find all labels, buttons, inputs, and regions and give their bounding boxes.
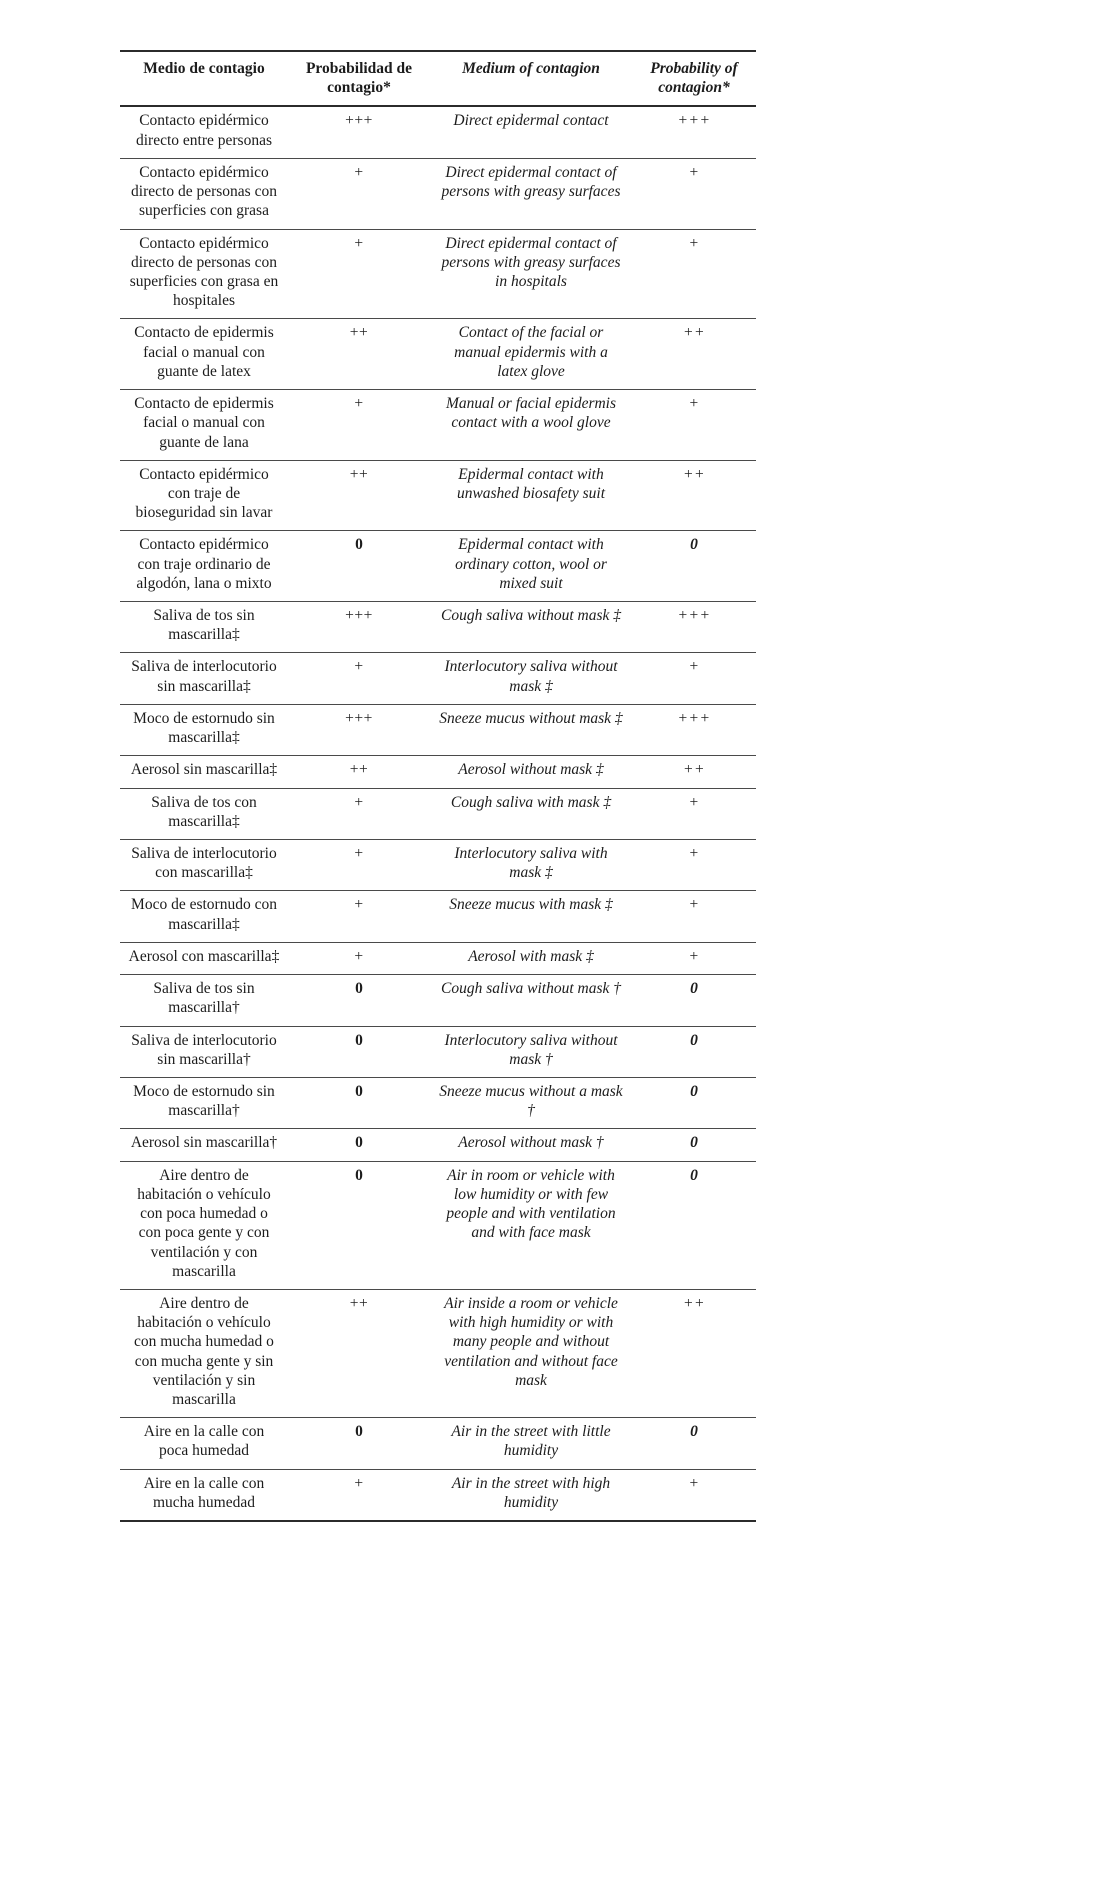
cell-probability-es: + bbox=[354, 947, 364, 965]
cell-probability-es: + bbox=[354, 395, 364, 413]
cell-medium-es: Aire dentro de habitación o vehículo con mucha humedad o con mucha gente y sin ventilación y sin mascarilla bbox=[134, 1294, 274, 1409]
cell-probability-en: 0 bbox=[690, 1031, 698, 1049]
table-row bbox=[120, 840, 756, 891]
cell-medium-es: Contacto epidérmico con traje de bioseguridad sin lavar bbox=[135, 465, 273, 522]
table-row bbox=[120, 942, 756, 974]
cell-probability-en: + bbox=[688, 1474, 700, 1492]
table-row bbox=[120, 1026, 756, 1077]
cell-probability-es: 0 bbox=[355, 1166, 363, 1184]
cell-probability-en: + bbox=[688, 234, 700, 252]
cell-probability-en: 0 bbox=[690, 1423, 698, 1441]
contagion-table bbox=[120, 50, 756, 1522]
cell-medium-es: Aire dentro de habitación o vehículo con poca humedad o con poca gente y con ventilación y con mascarilla bbox=[137, 1166, 271, 1280]
cell-medium-en: Sneeze mucus with mask ‡ bbox=[449, 896, 613, 914]
cell-medium-es: Saliva de interlocutorio sin mascarilla‡ bbox=[131, 658, 277, 695]
cell-medium-en: Sneeze mucus without a mask † bbox=[439, 1082, 623, 1120]
cell-probability-en: + bbox=[688, 658, 700, 676]
table-header bbox=[120, 51, 756, 106]
cell-medium-en: Interlocutory saliva with mask ‡ bbox=[454, 845, 608, 882]
table-row bbox=[120, 531, 756, 602]
table-row bbox=[120, 1469, 756, 1521]
header-row bbox=[120, 51, 756, 106]
cell-medium-es: Saliva de tos con mascarilla‡ bbox=[151, 793, 257, 830]
cell-medium-en: Direct epidermal contact of persons with greasy surfaces in hospitals bbox=[441, 234, 621, 290]
cell-medium-es: Contacto de epidermis facial o manual con guante de latex bbox=[134, 324, 274, 380]
cell-probability-es: ++ bbox=[349, 324, 369, 342]
table-body bbox=[120, 106, 756, 1521]
cell-medium-en: Cough saliva without mask ‡ bbox=[441, 607, 621, 625]
header-medium-en: Medium of contagion bbox=[462, 60, 600, 77]
table-row bbox=[120, 602, 756, 653]
cell-probability-es: +++ bbox=[345, 112, 373, 130]
table-row bbox=[120, 1077, 756, 1128]
table-row bbox=[120, 891, 756, 942]
cell-probability-es: +++ bbox=[345, 607, 373, 625]
table-row bbox=[120, 788, 756, 839]
cell-medium-en: Aerosol without mask ‡ bbox=[458, 761, 604, 779]
cell-medium-en: Epidermal contact with ordinary cotton, wool or mixed suit bbox=[455, 536, 607, 592]
table-row bbox=[120, 229, 756, 319]
cell-medium-en: Direct epidermal contact bbox=[453, 112, 609, 130]
cell-probability-es: + bbox=[354, 658, 364, 676]
cell-probability-en: 0 bbox=[690, 1166, 698, 1184]
header-probability-es: Probabilidad de contagio* bbox=[305, 60, 413, 97]
cell-probability-en: + bbox=[688, 896, 700, 914]
table-row bbox=[120, 1289, 756, 1417]
cell-probability-en: ++ bbox=[683, 465, 705, 483]
cell-medium-es: Aire en la calle con poca humedad bbox=[143, 1423, 265, 1460]
table-row bbox=[120, 390, 756, 461]
cell-probability-es: ++ bbox=[349, 465, 369, 483]
header-probability-en: Probability of contagion* bbox=[650, 60, 738, 97]
cell-probability-es: ++ bbox=[349, 761, 369, 779]
cell-medium-en: Direct epidermal contact of persons with greasy surfaces bbox=[441, 163, 621, 201]
cell-probability-en: + bbox=[688, 793, 700, 811]
cell-probability-es: +++ bbox=[345, 709, 373, 727]
cell-medium-es: Contacto epidérmico directo de personas con superficies con grasa bbox=[131, 163, 277, 220]
cell-probability-en: + bbox=[688, 845, 700, 862]
table-row bbox=[120, 756, 756, 788]
table-row bbox=[120, 653, 756, 704]
cell-medium-en: Manual or facial epidermis contact with a wool glove bbox=[445, 395, 617, 432]
cell-medium-en: Air in the street with little humidity bbox=[451, 1423, 611, 1460]
cell-probability-en: ++ bbox=[683, 1294, 705, 1312]
cell-probability-es: 0 bbox=[355, 1082, 363, 1100]
cell-medium-en: Aerosol with mask ‡ bbox=[468, 947, 594, 965]
cell-medium-es: Aerosol con mascarilla‡ bbox=[128, 947, 280, 965]
cell-medium-es: Aire en la calle con mucha humedad bbox=[143, 1474, 265, 1511]
cell-probability-en: + bbox=[688, 395, 700, 413]
cell-probability-es: 0 bbox=[355, 1031, 363, 1049]
cell-probability-es: + bbox=[354, 234, 364, 252]
cell-probability-en: + bbox=[688, 163, 700, 181]
cell-probability-es: ++ bbox=[349, 1294, 369, 1312]
table-row bbox=[120, 158, 756, 229]
table-row bbox=[120, 1418, 756, 1469]
cell-medium-en: Interlocutory saliva without mask ‡ bbox=[444, 658, 618, 695]
cell-probability-es: + bbox=[354, 793, 364, 811]
cell-medium-en: Sneeze mucus without mask ‡ bbox=[439, 709, 623, 727]
cell-medium-es: Saliva de tos sin mascarilla‡ bbox=[153, 607, 255, 644]
table-row bbox=[120, 975, 756, 1026]
cell-medium-es: Moco de estornudo con mascarilla‡ bbox=[131, 896, 277, 933]
cell-probability-es: + bbox=[354, 845, 364, 862]
cell-medium-es: Contacto epidérmico directo entre personas bbox=[136, 112, 272, 149]
cell-medium-en: Contact of the facial or manual epidermis with a latex glove bbox=[454, 324, 608, 380]
cell-probability-es: + bbox=[354, 163, 364, 181]
table-row bbox=[120, 1129, 756, 1161]
cell-probability-es: 0 bbox=[355, 1423, 363, 1441]
cell-medium-en: Air in the street with high humidity bbox=[451, 1474, 611, 1511]
cell-probability-es: 0 bbox=[355, 980, 363, 998]
cell-medium-es: Saliva de interlocutorio sin mascarilla† bbox=[131, 1031, 277, 1068]
cell-medium-es: Moco de estornudo sin mascarilla‡ bbox=[133, 709, 275, 747]
cell-medium-es: Moco de estornudo sin mascarilla† bbox=[133, 1082, 275, 1120]
cell-probability-en: 0 bbox=[690, 536, 698, 554]
cell-medium-en: Air inside a room or vehicle with high humidity or with many people and without ventilation and without face mask bbox=[444, 1294, 618, 1389]
cell-medium-es: Aerosol sin mascarilla† bbox=[130, 1134, 278, 1152]
cell-probability-en: + bbox=[688, 947, 700, 965]
cell-medium-es: Contacto epidérmico directo de personas con superficies con grasa en hospitales bbox=[129, 234, 279, 310]
header-medium-es: Medio de contagio bbox=[143, 60, 265, 77]
cell-probability-en: 0 bbox=[690, 980, 698, 998]
cell-medium-es: Contacto epidérmico con traje ordinario de algodón, lana o mixto bbox=[136, 536, 272, 592]
cell-medium-es: Contacto de epidermis facial o manual con guante de lana bbox=[134, 395, 274, 451]
table-row bbox=[120, 319, 756, 390]
cell-medium-en: Interlocutory saliva without mask † bbox=[444, 1031, 618, 1068]
cell-medium-es: Saliva de tos sin mascarilla† bbox=[153, 980, 255, 1017]
cell-probability-en: +++ bbox=[677, 709, 711, 727]
cell-medium-en: Aerosol without mask † bbox=[458, 1134, 604, 1152]
cell-probability-es: + bbox=[354, 1474, 364, 1492]
cell-probability-en: +++ bbox=[677, 607, 711, 625]
cell-medium-en: Air in room or vehicle with low humidity or with few people and with ventilation and with face mask bbox=[446, 1166, 616, 1242]
cell-probability-en: +++ bbox=[677, 112, 711, 130]
cell-probability-en: ++ bbox=[683, 761, 705, 779]
table-row bbox=[120, 1161, 756, 1289]
cell-probability-en: ++ bbox=[683, 324, 705, 342]
cell-probability-en: 0 bbox=[690, 1082, 698, 1100]
table-row bbox=[120, 704, 756, 755]
cell-probability-es: 0 bbox=[355, 536, 363, 554]
cell-probability-es: + bbox=[354, 896, 364, 914]
table-row bbox=[120, 106, 756, 158]
cell-medium-es: Saliva de interlocutorio con mascarilla‡ bbox=[131, 845, 277, 882]
cell-medium-es: Aerosol sin mascarilla‡ bbox=[130, 761, 278, 779]
cell-medium-en: Epidermal contact with unwashed biosafety suit bbox=[456, 465, 606, 502]
cell-probability-en: 0 bbox=[690, 1134, 698, 1152]
cell-probability-es: 0 bbox=[355, 1134, 363, 1152]
cell-medium-en: Cough saliva without mask † bbox=[441, 980, 621, 998]
table-row bbox=[120, 460, 756, 531]
cell-medium-en: Cough saliva with mask ‡ bbox=[450, 793, 612, 811]
